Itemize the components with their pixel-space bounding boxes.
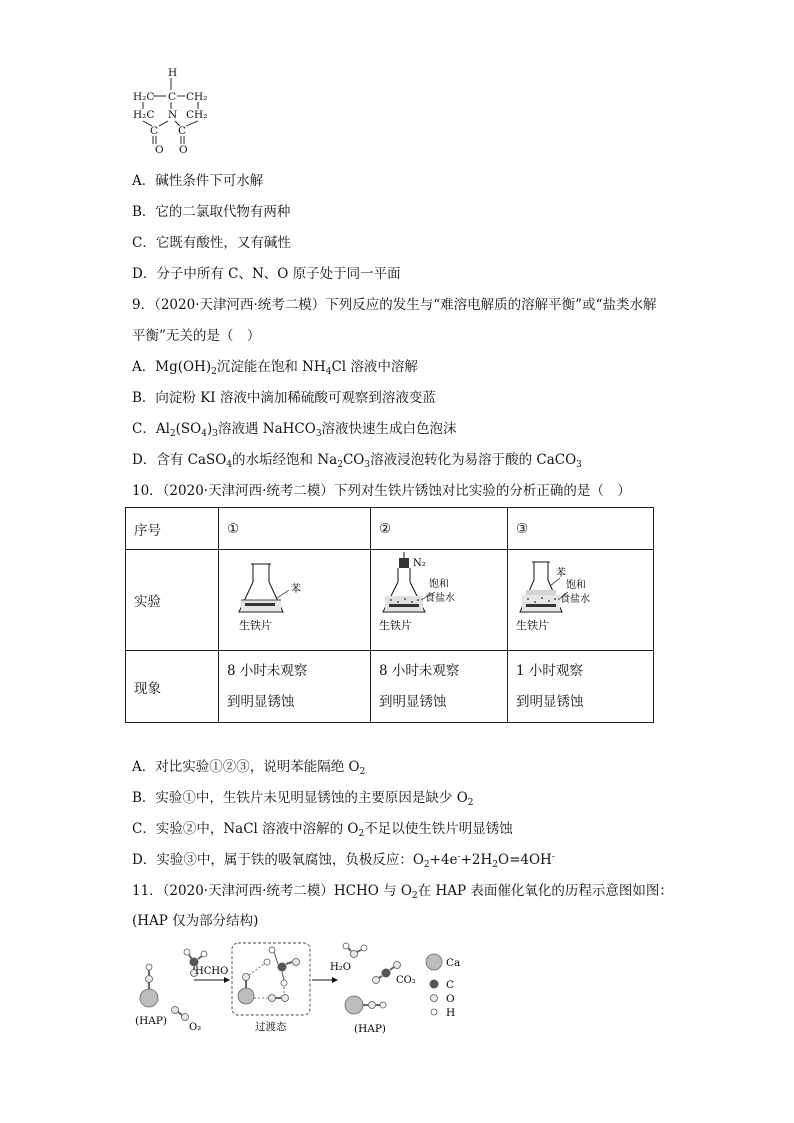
h2o-molecule — [330, 943, 367, 973]
mol-c-right: C — [178, 125, 187, 137]
label-hap-right: (HAP) — [354, 1023, 386, 1035]
table-header-index: 序号 — [126, 508, 219, 550]
q8-option-b: B．它的二氯取代物有两种 — [132, 204, 291, 220]
q8-option-a: A．碱性条件下可水解 — [132, 173, 264, 189]
co2-molecule — [373, 962, 416, 987]
table-row-label-experiment: 实验 — [126, 550, 219, 651]
q9-stem-line1: 9．（2020·天津河西·统考二模）下列反应的发生与“难溶电解质的溶解平衡”或“盐类水解 — [132, 297, 657, 313]
legend-c: C — [446, 979, 455, 991]
bicyclic-molecule-structure — [128, 64, 218, 156]
mol-n: N — [168, 109, 178, 121]
table-header-3: ③ — [508, 508, 654, 550]
legend-h: H — [446, 1007, 456, 1019]
label-iron-1: 生铁片 — [239, 619, 272, 632]
transition-state-structure — [238, 947, 300, 1004]
label-transition-state: 过渡态 — [255, 1021, 287, 1033]
atom-legend — [426, 954, 460, 1019]
label-benzene-3: 苯 — [556, 568, 566, 579]
q9-option-b: B．向淀粉 KI 溶液中滴加稀硫酸可观察到溶液变蓝 — [132, 390, 436, 406]
q9-stem-line2: 平衡”无关的是（ ） — [132, 328, 261, 344]
table-header-1: ① — [219, 508, 371, 550]
label-brine-3: 食盐水 — [560, 594, 590, 605]
legend-o-swatch — [431, 995, 438, 1002]
mol-o-right: O — [179, 144, 188, 156]
legend-c-swatch — [430, 980, 439, 989]
hcho-molecule — [184, 949, 228, 977]
mol-h2c-1: H₂C — [133, 91, 155, 103]
label-brine-2: 食盐水 — [425, 593, 455, 604]
table-header-2: ② — [371, 508, 508, 550]
observation-1: 8 小时未观察 到明显锈蚀 — [219, 651, 371, 723]
o2-molecule — [172, 1007, 202, 1034]
q8-option-d: D．分子中所有 C、N、O 原子处于同一平面 — [132, 266, 401, 282]
label-n2: N₂ — [413, 558, 426, 569]
label-saturated-2: 饱和 — [429, 579, 449, 590]
legend-ca: Ca — [446, 957, 461, 969]
observation-3: 1 小时观察 到明显锈蚀 — [508, 651, 654, 723]
mol-c-left: C — [150, 125, 159, 137]
experiment-table — [125, 507, 654, 723]
q9-option-a: A．$Mg(OH)_2$沉淀能在饱和 $NH_4Cl$ 溶液中溶解 — [132, 359, 418, 377]
label-h2o: H₂O — [330, 962, 351, 973]
label-o2: O₂ — [189, 1022, 202, 1033]
experiment-1-cell — [219, 550, 371, 651]
q10-stem: 10．（2020·天津河西·统考二模）下列对生铁片锈蚀对比实验的分析正确的是（ ） — [132, 483, 631, 499]
mol-h2c-2: H₂C — [133, 109, 155, 121]
flask-diagram-1 — [219, 550, 362, 646]
flask-diagram-2 — [371, 550, 499, 646]
q8-option-c: C．它既有酸性，又有碱性 — [132, 235, 291, 251]
table-row-label-observation: 现象 — [126, 651, 219, 723]
q11-stem-line1: 11．（2020·天津河西·统考二模）HCHO 与 $O_2$在 HAP 表面催化氧化的历程示意图如图： — [132, 883, 673, 901]
legend-ca-swatch — [426, 954, 442, 970]
label-saturated-3: 饱和 — [566, 580, 586, 591]
mol-c: C — [168, 91, 177, 103]
experiment-3-cell — [508, 550, 654, 651]
mol-o-left: O — [155, 144, 164, 156]
legend-o: O — [446, 993, 455, 1005]
mol-ch2-2: CH₂ — [186, 109, 208, 121]
q10-option-a: A．对比实验①②③，说明苯能隔绝 $O_2$ — [132, 759, 366, 777]
experiment-2-cell — [371, 550, 508, 651]
label-iron-2: 生铁片 — [379, 619, 412, 632]
label-hcho: HCHO — [195, 966, 229, 977]
label-co2: CO₂ — [396, 975, 416, 986]
hap-catalysis-diagram — [132, 938, 472, 1036]
q10-option-b: B．实验①中，生铁片未见明显锈蚀的主要原因是缺少 $O_2$ — [132, 790, 474, 808]
legend-h-swatch — [431, 1009, 437, 1015]
hap-right-group — [345, 996, 386, 1035]
q9-option-c: C．$Al_2(SO_4)_3$溶液遇 NaHCO$_3$溶液快速生成白色泡沫 — [132, 421, 457, 439]
flask-diagram-3 — [508, 550, 645, 646]
mol-h: H — [168, 67, 178, 79]
mol-ch2-1: CH₂ — [186, 91, 208, 103]
q11-stem-line2: (HAP 仅为部分结构) — [132, 913, 259, 929]
q9-option-d: D．含有 CaSO$_4$的水垢经饱和 $Na_2CO_3$溶液浸泡转化为易溶于酸的 CaCO$_3$ — [132, 452, 582, 470]
label-hap-left: (HAP) — [135, 1015, 167, 1027]
label-iron-3: 生铁片 — [516, 619, 549, 632]
hap-left-group — [135, 964, 167, 1027]
q10-option-c: C．实验②中，NaCl 溶液中溶解的 $O_2$不足以使生铁片明显锈蚀 — [132, 821, 513, 839]
q10-option-d: D．实验③中，属于铁的吸氧腐蚀，负极反应：$O_2+4e^-+2H_2O=4OH^-$ — [132, 852, 555, 870]
label-benzene-1: 苯 — [291, 584, 301, 595]
observation-2: 8 小时未观察 到明显锈蚀 — [371, 651, 508, 723]
